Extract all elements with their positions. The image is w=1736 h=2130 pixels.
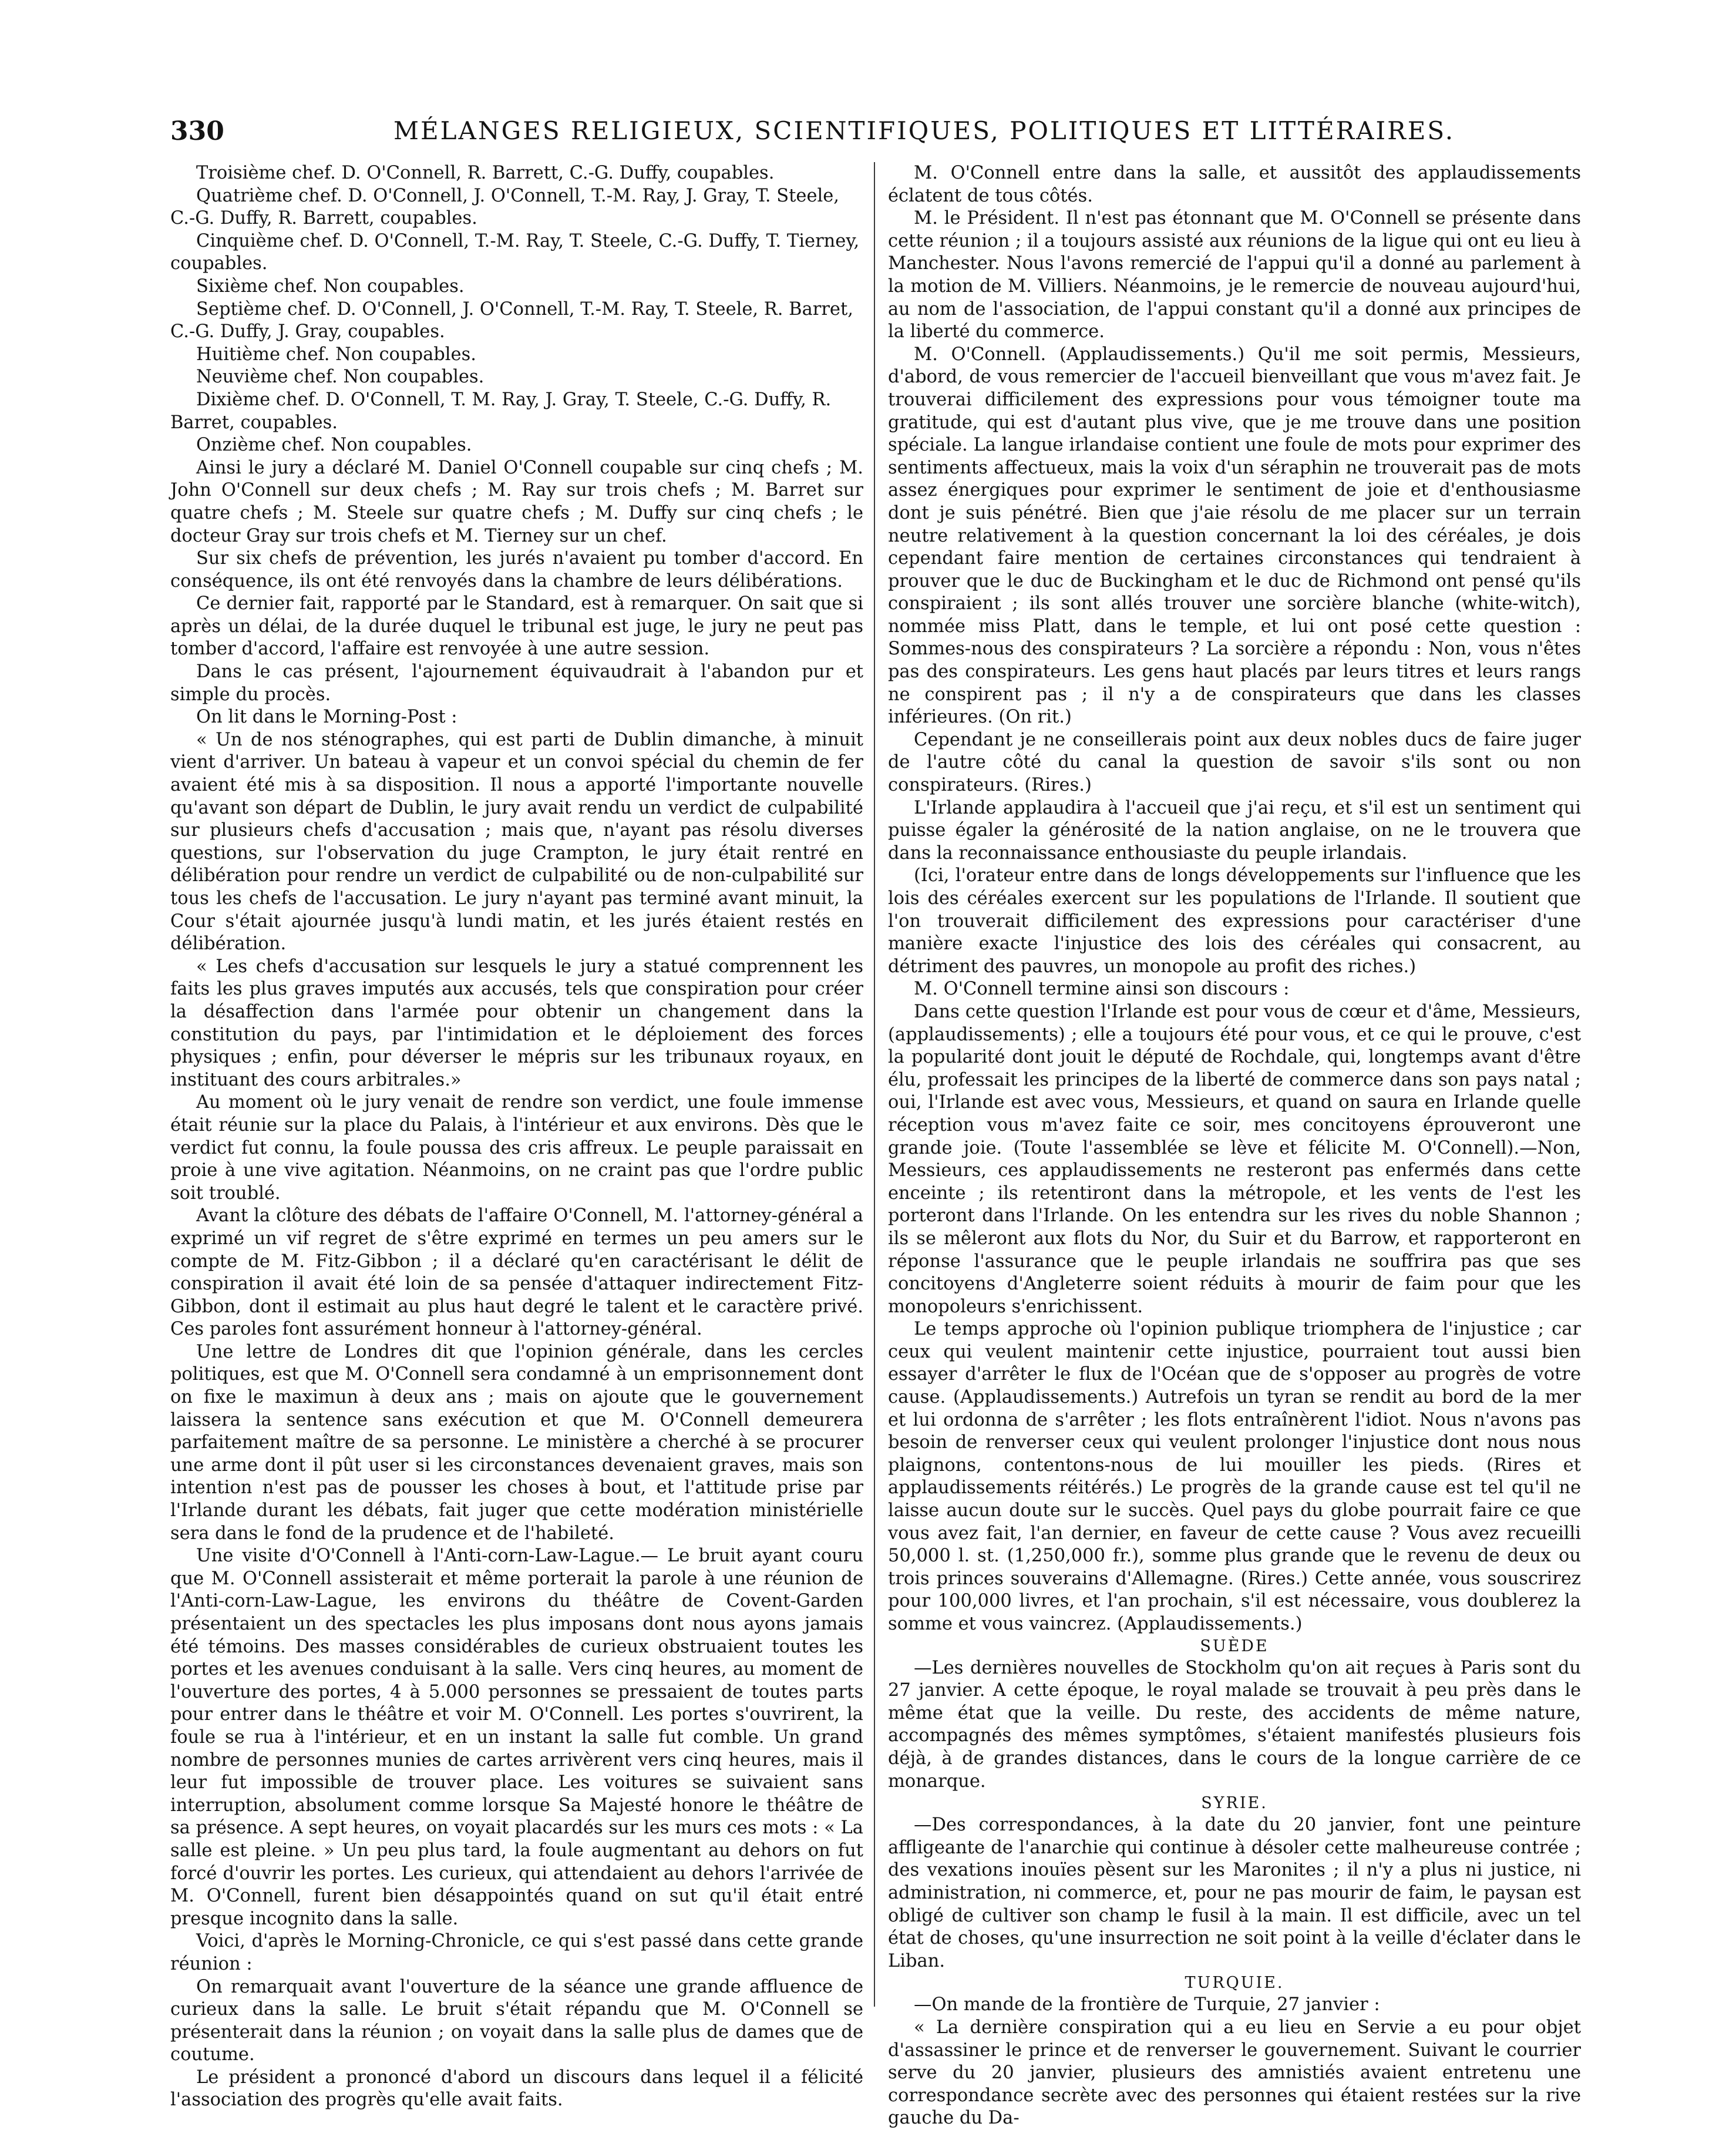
- oconnell-speech-5: Le temps approche où l'opinion publique triomphera de l'injustice ; car ceux qui veulent maintenir cette injustice, pourraient tout aussi bien essayer d'arrêter le flux de l'Océan que de s'opposer au progrès de votre cause. (Applaudissements.) Autrefois un tyran se rendit au bord de la mer et lui ordonna de s'arrêter ; les flots entraînèrent l'idiot. Nous n'avons pas besoin de renverser ceux qui veulent prolonger l'injustice dont nous nous plaignons, contentons-nous de lui mouiller les pieds. (Rires et applaudissements réitérés.) Le progrès de la grande cause est tel qu'il ne laisse aucun doute sur le succès. Quel pays du globe pourrait faire ce que vous avez fait, l'an dernier, en faveur de cette cause ? Vous avez recueilli 50,000 l. st. (1,250,000 fr.), somme plus grande que le revenu de deux ou trois princes souverains d'Allemagne. (Rires.) Cette année, vous souscrirez pour 100,000 livres, et l'an prochain, s'il est nécessaire, vous doublerez la somme et vous vaincrez. (Applaudissements.): [888, 1319, 1581, 1634]
- left-column: [170, 162, 863, 2111]
- charge-5: Cinquième chef. D. O'Connell, T.-M. Ray, T. Steele, C.-G. Duffy, T. Tierney, coupables.: [170, 230, 860, 274]
- charge-8: Huitième chef. Non coupables.: [196, 344, 476, 365]
- crowd-paragraph: Au moment où le jury venait de rendre son verdict, une foule immense était réunie sur la place du Palais, à l'intérieur et aux environs. Dès que le verdict fut connu, la foule poussa des cris affreux. Le peuple paraissait en proie à une vive agitation. Néanmoins, on ne craint pas que l'ordre public soit troublé.: [170, 1092, 863, 1204]
- undecided-charges: Sur six chefs de prévention, les jurés n'avaient pu tomber d'accord. En conséquence, ils ont été renvoyés dans la chambre de leurs délibérations.: [170, 548, 863, 592]
- page-number: 330: [170, 116, 224, 146]
- right-column: [888, 162, 1581, 2129]
- turquie-intro: —On mande de la frontière de Turquie, 27 janvier :: [914, 1994, 1380, 2015]
- anti-corn-law-visit: Une visite d'O'Connell à l'Anti-corn-Law-Lague.— Le bruit ayant couru que M. O'Connell assisterait et même porterait la parole à une réunion de l'Anti-corn-Law-Lague, les environs du théâtre de Covent-Garden présentaient un des spectacles les plus imposans dont nous ayons jamais été témoins. Des masses considérables de curieux obstruaient toutes les portes et les avenues conduisant à la salle. Vers cinq heures, au moment de l'ouverture des portes, 4 à 5.000 personnes se pressaient de toutes parts pour entrer dans le théâtre et voir M. O'Connell. Les portes s'ouvrirent, la foule se rua à l'intérieur, et en un instant la salle fut comble. Un grand nombre de personnes munies de cartes arrivèrent vers cinq heures, mais il leur fut impossible de trouver place. Les voitures se suivaient sans interruption, absolument comme lorsque Sa Majesté honore le théâtre de sa présence. A sept heures, on voyait placardés sur les murs ces mots : « La salle est pleine. » Un peu plus tard, la foule augmentant au dehors on fut forcé d'ouvrir les portes. Les curieux, qui attendaient au dehors l'arrivée de M. O'Connell, furent bien désappointés quand on sut qu'il était entré presque incognito dans la salle.: [170, 1546, 863, 1929]
- page-header: [170, 116, 1568, 152]
- charge-3: Troisième chef. D. O'Connell, R. Barrett, C.-G. Duffy, coupables.: [196, 163, 775, 183]
- morning-post-quote-2: « Les chefs d'accusation sur lesquels le jury a statué comprennent les faits les plus graves imputés aux accusés, tels que conspiration pour créer la désaffection dans l'armée pour obtenir un changement dans la constitution du pays, par l'intimidation et le déploiement des forces physiques ; enfin, pour déverser le mépris sur les tribunaux royaux, en instituant des cours arbitrales.»: [170, 956, 863, 1090]
- section-heading-turquie: TURQUIE.: [1185, 1974, 1284, 1993]
- section-heading-syrie: SYRIE.: [1201, 1794, 1268, 1813]
- adjournment-note: Dans le cas présent, l'ajournement équivaudrait à l'abandon pur et simple du procès.: [170, 661, 863, 705]
- charge-11: Onzième chef. Non coupables.: [196, 435, 472, 456]
- column-divider: [874, 162, 875, 2007]
- president-remarks: M. le Président. Il n'est pas étonnant que M. O'Connell se présente dans cette réunion ; il a toujours assisté aux réunions de la ligue qui ont eu lieu à Manchester. Nous l'avons remercié de l'appui qu'il a donné au parlement à la motion de M. Villiers. Néanmoins, je le remercie de nouveau aujourd'hui, au nom de l'association, de l'appui constant qu'il a donné aux principes de la liberté du commerce.: [888, 208, 1581, 342]
- london-letter-paragraph: Une lettre de Londres dit que l'opinion générale, dans les cercles politiques, est que M. O'Connell sera condamné à un emprisonnement dont on fixe le maximun à deux ans ; mais on ajoute que le gouvernement laissera la sentence sans exécution et que M. O'Connell demeurera parfaitement maître de sa personne. Le ministère a cherché à se procurer une arme dont il pût user si les circonstances devenaient graves, mais son intention n'est pas de pousser les choses à bout, et l'attitude prise par l'Irlande durant les débats, fait juger que cette modération ministérielle sera dans le fond de la prudence et de l'habileté.: [170, 1341, 863, 1544]
- oconnell-speech-1: M. O'Connell. (Applaudissements.) Qu'il me soit permis, Messieurs, d'abord, de vous remercier de l'accueil bienveillant que vous m'avez fait. Je trouverai difficilement des expressions pour vous témoigner toute ma gratitude, qui est d'autant plus vive, que je me trouve dans une position spéciale. La langue irlandaise contient une foule de mots pour exprimer des sentiments affectueux, mais la voix d'un séraphin ne trouverait pas de mots assez énergiques pour exprimer le sentiment de joie et d'enthousiasme dont je suis pénétré. Bien que j'aie résolu de me placer sur un terrain neutre relativement à la question concernant la loi des céréales, je dois cependant faire mention de certaines circonstances qui tendraient à prouver que le duc de Buckingham et le duc de Richmond ont pensé qu'ils conspiraient ; ils sont allés trouver une sorcière blanche (white-witch), nommée miss Platt, dans le temple, et lui ont posé cette question : Sommes-nous des conspirateurs ? La sorcière a répondu : Non, vous n'êtes pas des conspirateurs. Les gens haut placés par leurs titres et leurs rangs ne conspirent pas ; il n'y a de conspirateurs que dans les classes inférieures. (On rit.): [888, 344, 1581, 728]
- charge-4: Quatrième chef. D. O'Connell, J. O'Connell, T.-M. Ray, J. Gray, T. Steele, C.-G. Duffy, R. Barrett, coupables.: [170, 185, 840, 229]
- verdict-summary: Ainsi le jury a déclaré M. Daniel O'Connell coupable sur cinq chefs ; M. John O'Connell sur deux chefs ; M. Ray sur trois chefs ; M. Barret sur quatre chefs ; M. Steele sur quatre chefs ; M. Duffy sur cinq chefs ; le docteur Gray sur trois chefs et M. Tierney sur un chef.: [170, 457, 863, 546]
- suede-news: —Les dernières nouvelles de Stockholm qu'on ait reçues à Paris sont du 27 janvier. A cette époque, le royal malade se trouvait à peu près dans le même état que la veille. Du reste, des accidents de même nature, accompagnés des mêmes symptômes, s'étaient manifestés plusieurs fois déjà, à de grandes distances, dans le cours de la longue carrière de ce monarque.: [888, 1657, 1581, 1792]
- president-speech: Le président a prononcé d'abord un discours dans lequel il a félicité l'association des progrès qu'elle avait faits.: [170, 2067, 863, 2111]
- oconnell-concludes: M. O'Connell termine ainsi son discours :: [914, 979, 1290, 1000]
- charge-6: Sixième chef. Non coupables.: [196, 276, 465, 297]
- orator-note: (Ici, l'orateur entre dans de longs développements sur l'influence que les lois des céréales exercent sur les populations de l'Irlande. Il soutient que l'on trouverait difficilement des expressions pour caractériser d'une manière exacte l'injustice des lois des céréales qui consacrent, au détriment des pauvres, un monopole au profit des riches.): [888, 865, 1581, 977]
- morning-post-intro: On lit dans le Morning-Post :: [196, 707, 457, 728]
- charge-10: Dixième chef. D. O'Connell, T. M. Ray, J. Gray, T. Steele, C.-G. Duffy, R. Barret, coupables.: [170, 389, 832, 433]
- charge-7: Septième chef. D. O'Connell, J. O'Connell, T.-M. Ray, T. Steele, R. Barret, C.-G. Duffy, J. Gray, coupables.: [170, 298, 853, 342]
- turquie-news: « La dernière conspiration qui a eu lieu en Servie a eu pour objet d'assassiner le prince et de renverser le gouvernement. Suivant le courrier serve du 20 janvier, plusieurs des amnistiés avaient entretenu une correspondance secrète avec des personnes qui étaient restées sur la rive gauche du Da-: [888, 2017, 1581, 2129]
- running-title: MÉLANGES RELIGIEUX, SCIENTIFIQUES, POLITIQUES ET LITTÉRAIRES.: [393, 116, 1455, 145]
- charge-9: Neuvième chef. Non coupables.: [196, 367, 485, 388]
- morning-post-quote-1: « Un de nos sténographes, qui est parti de Dublin dimanche, à minuit vient d'arriver. Un bateau à vapeur et un convoi spécial du chemin de fer avaient été mis à sa disposition. Il nous a apporté l'importante nouvelle qu'avant son départ de Dublin, le jury avait rendu un verdict de culpabilité sur plusieurs chefs d'accusation ; mais que, n'ayant pas résolu diverses questions, sur l'observation du juge Crampton, le jury était rentré en délibération pour rendre un verdict de culpabilité ou de non-culpabilité sur tous les chefs de l'accusation. Le jury n'ayant pas terminé avant minuit, la Cour s'était ajournée jusqu'à lundi matin, et les jurés étaient restés en délibération.: [170, 729, 863, 955]
- oconnell-speech-2: Cependant je ne conseillerais point aux deux nobles ducs de faire juger de l'autre côté du canal la question de savoir s'ils sont ou non conspirateurs. (Rires.): [888, 729, 1581, 796]
- standard-remark: Ce dernier fait, rapporté par le Standard, est à remarquer. On sait que si après un délai, de la durée duquel le tribunal est juge, le jury ne peut pas tomber d'accord, l'affaire est renvoyée à une autre session.: [170, 593, 863, 660]
- syrie-news: —Des correspondances, à la date du 20 janvier, font une peinture affligeante de l'anarchie qui continue à désoler cette malheureuse contrée ; des vexations inouïes pèsent sur les Maronites ; il n'y a plus ni justice, ni administration, ni commerce, et, pour ne pas mourir de faim, le paysan est obligé de cultiver son champ le fusil à la main. Il est difficile, avec un tel état de choses, qu'une insurrection ne soit point à la veille d'éclater dans le Liban.: [888, 1815, 1581, 1971]
- oconnell-enters: M. O'Connell entre dans la salle, et aussitôt des applaudissements éclatent de tous côtés.: [888, 163, 1581, 206]
- oconnell-speech-3: L'Irlande applaudira à l'accueil que j'ai reçu, et s'il est un sentiment qui puisse égaler la générosité de la nation anglaise, on ne le trouvera que dans la reconnaissance enthousiaste du peuple irlandais.: [888, 797, 1581, 864]
- oconnell-speech-4: Dans cette question l'Irlande est pour vous de cœur et d'âme, Messieurs, (applaudissements) ; elle a toujours été pour vous, et ce qui le prouve, c'est la popularité dont jouit le député de Rochdale, qui, longtemps avant d'être élu, professait les principes de la liberté de commerce dans son pays natal ; oui, l'Irlande est avec vous, Messieurs, et quand on saura en Irlande quelle réception vous m'avez faite ce soir, mes concitoyens éprouveront une grande joie. (Toute l'assemblée se lève et félicite M. O'Connell).—Non, Messieurs, ces applaudissements ne resteront pas enfermés dans cette enceinte ; ils retentiront dans la métropole, et les vents de l'est les porteront dans l'Irlande. On les entendra sur les rives du noble Shannon ; ils se mêleront aux flots du Nor, du Suir et du Barrow, et rapporteront en réponse l'assurance que le peuple irlandais ne souffrira pas que ses concitoyens d'Angleterre soient réduits à mourir de faim pour que les monopoleurs s'enrichissent.: [888, 1001, 1581, 1317]
- morning-chronicle-intro: Voici, d'après le Morning-Chronicle, ce qui s'est passé dans cette grande réunion :: [170, 1931, 863, 1974]
- meeting-affluence: On remarquait avant l'ouverture de la séance une grande affluence de curieux dans la salle. Le bruit s'était répandu que M. O'Connell se présenterait dans la réunion ; on voyait dans la salle plus de dames que de coutume.: [170, 1976, 863, 2065]
- section-heading-suede: SUÈDE: [1200, 1637, 1269, 1655]
- attorney-general-paragraph: Avant la clôture des débats de l'affaire O'Connell, M. l'attorney-général a exprimé un vif regret de s'être exprimé en termes un peu amers sur le compte de M. Fitz-Gibbon ; il a déclaré qu'en caractérisant le délit de conspiration il avait été loin de sa pensée d'attaquer indirectement Fitz-Gibbon, dont il estimait au plus haut degré le talent et le caractère privé. Ces paroles font assurément honneur à l'attorney-général.: [170, 1205, 863, 1340]
